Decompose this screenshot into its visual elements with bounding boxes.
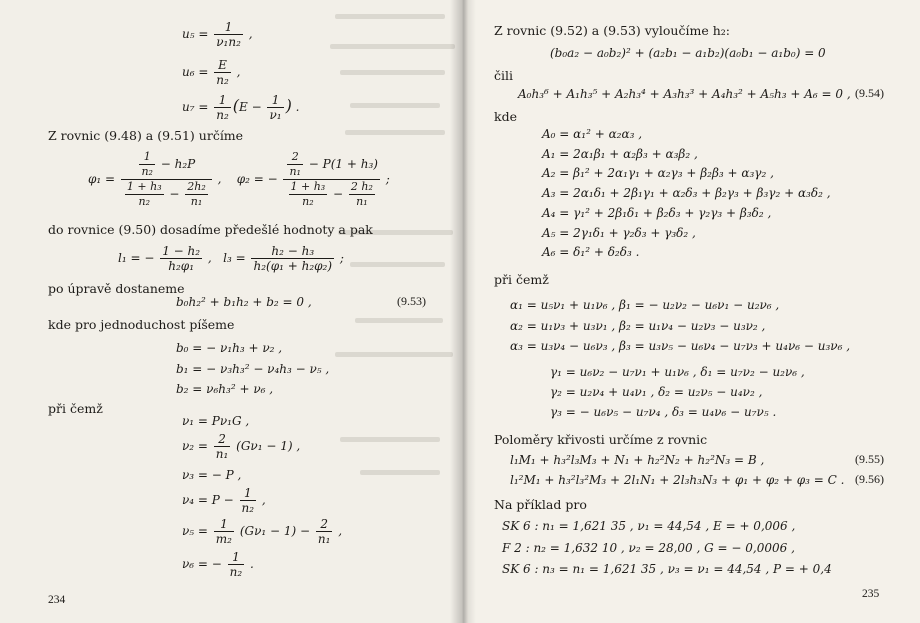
page-number-left: 234 xyxy=(48,594,66,606)
eq-u5: u₅ = $\frac{1}{\text{ν₁n₂}}$ , xyxy=(182,20,253,49)
text-kde-pro-jednoduchost: kde pro jednoduchost píšeme xyxy=(48,317,235,332)
eq-v2: ν₂ = $\frac{2}{\text{n₁}}$ (Gν₁ − 1) , xyxy=(182,432,301,461)
eq-gamma-delta-3: γ₃ = − u₆ν₅ − u₇ν₄ , δ₃ = u₄ν₆ − u₇ν₅ . xyxy=(550,405,777,419)
eq-number-9-53: (9.53) xyxy=(397,294,426,308)
eq-A1: A₁ = 2α₁β₁ + α₂β₃ + α₃β₂ , xyxy=(542,147,698,161)
eq-number-9-56: (9.56) xyxy=(855,472,884,486)
book-gutter-shadow xyxy=(450,0,476,623)
right-page xyxy=(462,0,920,623)
eq-u7: u₇ = $\frac{1}{\text{n₂}}$ (E − $\frac{1}{\text{ν₁}}$ ) . xyxy=(182,93,300,122)
eq-9-55: l₁M₁ + h₃²l₃M₃ + N₁ + h₂²N₂ + h₂²N₃ = B , xyxy=(510,453,765,467)
eq-A4: A₄ = γ₁² + 2β₁δ₁ + β₂δ₃ + γ₂γ₃ + β₃δ₂ , xyxy=(542,206,772,220)
text-kde: kde xyxy=(494,109,517,124)
eq-v5: ν₅ = $\frac{1}{\text{m₂}}$ (Gν₁ − 1) − $\frac{2}{\text{n₁}}$ , xyxy=(182,517,343,546)
eq-gamma-delta-1: γ₁ = u₆ν₂ − u₇ν₁ + u₁ν₆ , δ₁ = u₇ν₂ − u₂ν₆ , xyxy=(550,365,805,379)
eq-b1: b₁ = − ν₃h₃² − ν₄h₃ − ν₅ , xyxy=(176,362,330,376)
text-po-uprave: po úpravě dostaneme xyxy=(48,281,185,296)
eq-alpha-beta-1: α₁ = u₅ν₁ + u₁ν₆ , β₁ = − u₂ν₂ − u₆ν₁ − u₂ν₆ , xyxy=(510,298,780,312)
eq-A6: A₆ = δ₁² + δ₂δ₃ . xyxy=(542,245,640,259)
eq-9-54: A₀h₃⁶ + A₁h₃⁵ + A₂h₃⁴ + A₃h₃³ + A₄h₃² + A₅h₃ + A₆ = 0 , xyxy=(518,87,851,101)
text-pri-cemz-right: při čemž xyxy=(494,272,549,287)
text-do-rovnice-950: do rovnice (9.50) dosadíme předešlé hodnoty a pak xyxy=(48,222,373,237)
text-z-rovnic-948: Z rovnic (9.48) a (9.51) určíme xyxy=(48,128,244,143)
eq-alpha-beta-3: α₃ = u₃ν₄ − u₆ν₃ , β₃ = u₃ν₅ − u₆ν₄ − u₇ν₃ + u₄ν₆ − u₃ν₆ , xyxy=(510,339,851,353)
eq-alpha-beta-2: α₂ = u₁ν₃ + u₃ν₁ , β₂ = u₁ν₄ − u₂ν₃ − u₃ν₂ , xyxy=(510,319,766,333)
eq-b2: b₂ = ν₆h₃² + ν₆ , xyxy=(176,382,274,396)
eq-9-56: l₁²M₁ + h₃²l₃²M₃ + 2l₁N₁ + 2l₃h₃N₃ + φ₁ + φ₂ + φ₃ = C . xyxy=(510,473,845,487)
page-number-right: 235 xyxy=(862,588,880,600)
eq-A5: A₅ = 2γ₁δ₁ + γ₂δ₃ + γ₃δ₂ , xyxy=(542,226,696,240)
bleed-through-text xyxy=(330,0,460,623)
eq-number-9-55: (9.55) xyxy=(855,452,884,466)
eq-9-53: b₀h₂² + b₁h₂ + b₂ = 0 , xyxy=(176,295,312,309)
text-pri-cemz-left: při čemž xyxy=(48,401,103,416)
eq-v4: ν₄ = P − $\frac{1}{\text{n₂}}$ , xyxy=(182,486,266,515)
text-na-priklad: Na příklad pro xyxy=(494,497,587,512)
example-row-3: SK 6 : n₃ = n₁ = 1,621 35 , ν₃ = ν₁ = 44,54 , P = + 0,4 xyxy=(502,562,832,576)
eq-v3: ν₃ = − P , xyxy=(182,468,242,482)
eq-phi: φ₁ = $\frac{1}{\text{n₂}}$ − h₂P $\frac{\text{1 + h₃}}{\text{n₂}}$ − $\frac{\text{2h₂}}{\text{n₁}}$ , φ₂ = − $\frac{2}{\text{n₁}}$ − P(1 + h₃) $\frac{\text{1 + h₃}}{\text{n₂}}$ − $\frac{\text{2 h₂}}{\text{n₁}}$ ; xyxy=(88,150,390,208)
example-row-1: SK 6 : n₁ = 1,621 35 , ν₁ = 44,54 , E = + 0,006 , xyxy=(502,519,796,533)
eq-v1: ν₁ = Pν₁G , xyxy=(182,414,250,428)
text-polomery: Poloměry křivosti určíme z rovnic xyxy=(494,432,708,447)
example-row-2: F 2 : n₂ = 1,632 10 , ν₂ = 28,00 , G = − 0,0006 , xyxy=(502,541,795,555)
eq-eliminate: (b₀a₂ − a₀b₂)² + (a₂b₁ − a₁b₂)(a₀b₁ − a₁b₀) = 0 xyxy=(550,46,826,60)
eq-A2: A₂ = β₁² + 2α₁γ₁ + α₂γ₃ + β₂β₃ + α₃γ₂ , xyxy=(542,166,774,180)
eq-u6: u₆ = $\frac{E}{\text{n₂}}$ , xyxy=(182,58,241,87)
eq-b0: b₀ = − ν₁h₃ + ν₂ , xyxy=(176,341,283,355)
text-z-rovnic-952: Z rovnic (9.52) a (9.53) vyloučíme h₂: xyxy=(494,23,730,38)
eq-v6: ν₆ = − $\frac{1}{\text{n₂}}$ . xyxy=(182,550,254,579)
eq-A3: A₃ = 2α₁δ₁ + 2β₁γ₁ + α₂δ₃ + β₂γ₃ + β₃γ₂ + α₃δ₂ , xyxy=(542,186,831,200)
eq-l1-l3: l₁ = − $\frac{\text{1 − h₂}}{\text{h₂φ₁}}$ , l₃ = $\frac{\text{h₂ − h₃}}{\text{h₂(φ₁ + h₂φ₂)}}$ ; xyxy=(118,244,344,273)
text-cili: čili xyxy=(494,68,513,83)
eq-gamma-delta-2: γ₂ = u₂ν₄ + u₄ν₁ , δ₂ = u₂ν₅ − u₄ν₂ , xyxy=(550,385,763,399)
eq-A0: A₀ = α₁² + α₂α₃ , xyxy=(542,127,643,141)
eq-number-9-54: (9.54) xyxy=(855,86,884,100)
